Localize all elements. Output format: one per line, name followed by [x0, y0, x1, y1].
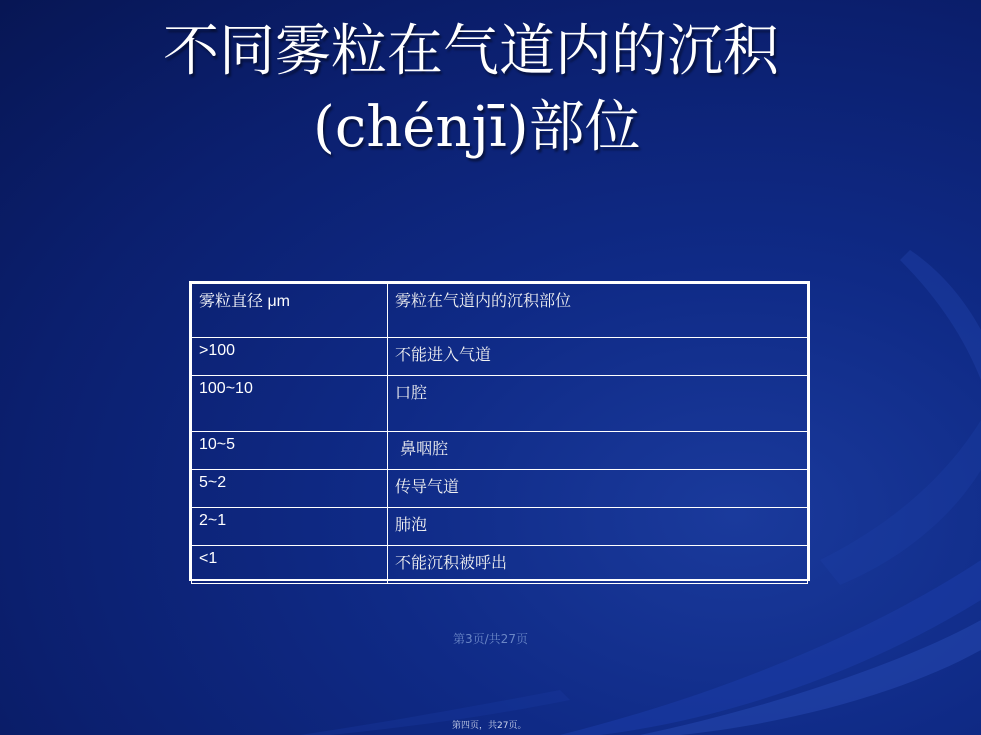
- table-row: [192, 432, 808, 470]
- deposition-table-grid: [191, 283, 808, 584]
- deposition-table: [189, 281, 810, 581]
- cell-diameter: 2~1: [192, 508, 388, 546]
- cell-site: 鼻咽腔: [388, 432, 808, 470]
- cell-diameter: 100~10: [192, 376, 388, 432]
- table-row: [192, 376, 808, 432]
- cell-diameter: 10~5: [192, 432, 388, 470]
- table-row: [192, 508, 808, 546]
- slide-title-line-1: 不同雾粒在气道内的沉积: [163, 19, 779, 84]
- cell-site: 不能沉积被呼出: [388, 546, 808, 584]
- cell-site: 肺泡: [388, 508, 808, 546]
- cell-site: 口腔: [388, 376, 808, 432]
- page-indicator: 第3页/共27页: [453, 632, 528, 646]
- cell-site: 传导气道: [388, 470, 808, 508]
- cell-diameter: 5~2: [192, 470, 388, 508]
- header-diameter: 雾粒直径 μm: [192, 284, 388, 338]
- page-note: 第四页，共27页。: [452, 721, 527, 731]
- cell-site: 不能进入气道: [388, 338, 808, 376]
- cell-diameter: >100: [192, 338, 388, 376]
- cell-diameter: <1: [192, 546, 388, 584]
- slide-title-line-2: (chénjī)部位: [313, 95, 641, 160]
- table-row: [192, 338, 808, 376]
- header-deposition-site: 雾粒在气道内的沉积部位: [388, 284, 808, 338]
- table-header-row: [192, 284, 808, 338]
- table-row: [192, 546, 808, 584]
- table-row: [192, 470, 808, 508]
